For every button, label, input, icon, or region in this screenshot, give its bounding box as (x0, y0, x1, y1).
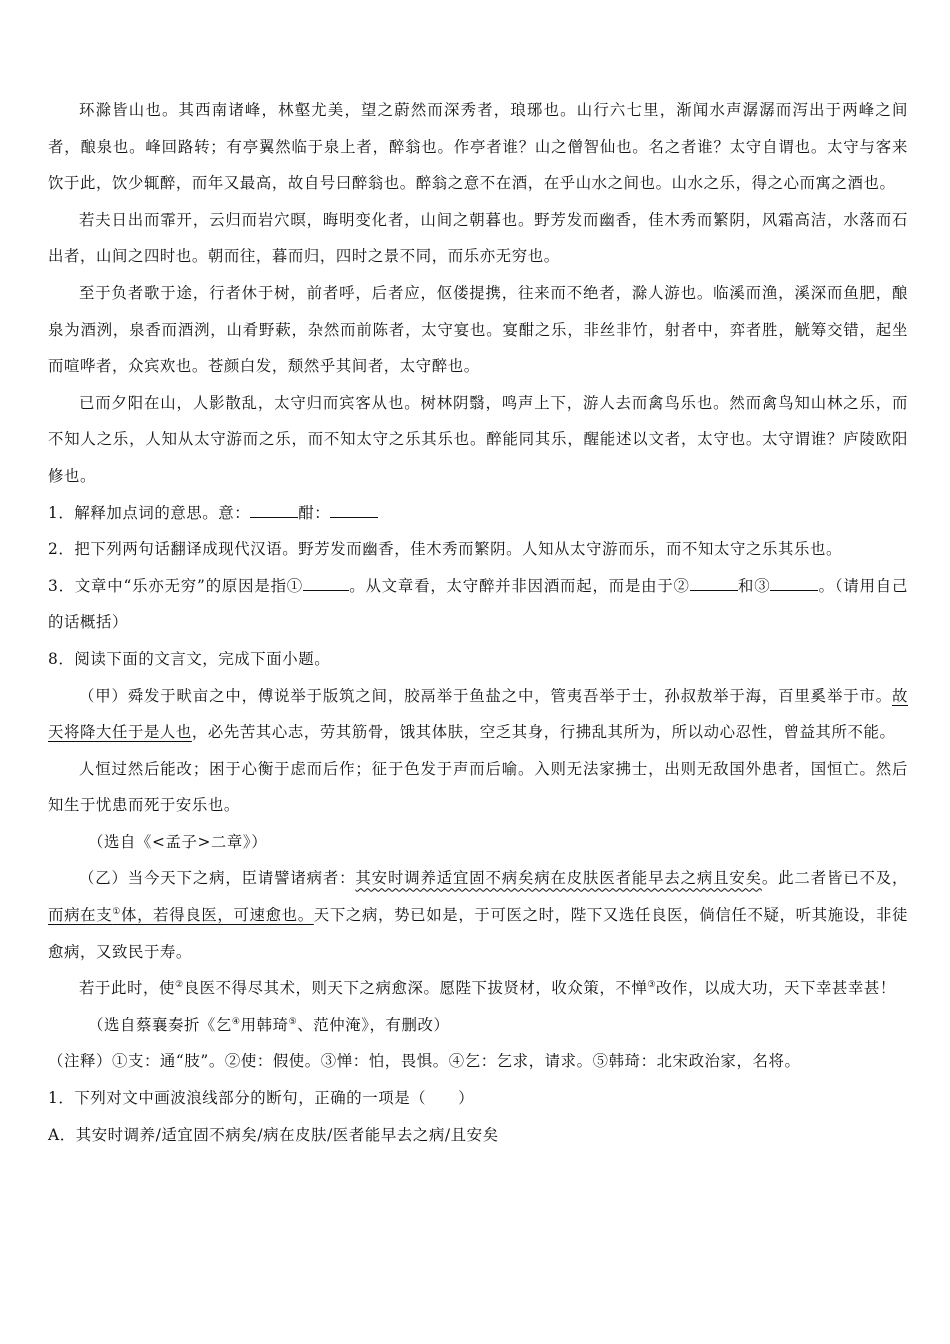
jia-source: （选自《<孟子>二章》） (88, 832, 268, 851)
passage-paragraph-1: 环滁皆山也。其西南诸峰，林壑尤美，望之蔚然而深秀者，琅琊也。山行六七里，渐闻水声潺潺而泻出于两峰之间者，酿泉也。峰回路转；有亭翼然临于泉上者，醉翁也。作亭者谁？山之僧智仙也。名之者谁？太守自谓也。太守与客来饮于此，饮少辄醉，而年又最高，故自号曰醉翁也。醉翁之意不在酒，在乎山水之间也。山水之乐，得之心而寓之酒也。 (48, 101, 908, 193)
yi-p2-c: 改作，以成大功，天下幸甚幸甚！ (656, 979, 896, 998)
note-marker-2: ② (174, 980, 184, 991)
yi-source-c: 、范仲淹》，有删改） (297, 1015, 450, 1034)
question-1 (48, 495, 908, 532)
note-marker-1: ① (112, 906, 122, 917)
jia-text-a: （甲）舜发于畎亩之中，傅说举于版筑之间，胶鬲举于鱼盐之中，管夷吾举于士，孙叔敖举于海，百里奚举于市。 (79, 686, 892, 705)
jia-paragraph-2: 人恒过然后能改；困于心衡于虑而后作；征于色发于声而后喻。入则无法家拂士，出则无敌国外患者，国恒亡。然后知生于忧患而死于安乐也。 (48, 759, 908, 815)
yi-source-a: （选自蔡襄奏折《乞 (88, 1015, 232, 1034)
question-2: 2．把下列两句话翻译成现代汉语。野芳发而幽香，佳木秀而繁阴。人知从太守游而乐，而不知太守之乐其乐也。 (48, 540, 842, 559)
question-8-heading: 8．阅读下面的文言文，完成下面小题。 (48, 649, 331, 668)
question-3-part-d: 。（请用自己的话概括） (48, 576, 908, 632)
yi-underlined-b: 体，若得良医，可速愈也。 (121, 906, 314, 925)
answer-blank-han[interactable] (330, 503, 378, 518)
yi-source (48, 1007, 908, 1044)
document-page (48, 92, 908, 1153)
note-marker-3: ③ (647, 980, 657, 991)
question-3-part-b: 。从文章看，太守醉并非因酒而起，而是由于② (349, 576, 690, 595)
yi-paragraph-2 (48, 970, 908, 1007)
passage-paragraph-2: 若夫日出而霏开，云归而岩穴暝，晦明变化者，山间之朝暮也。野芳发而幽香，佳木秀而繁阴，风霜高洁，水落而石出者，山间之四时也。朝而往，暮而归，四时之景不同，而乐亦无穷也。 (48, 210, 908, 266)
annotation-notes: （注释）①支：通“肢”。②使：假使。③惮：怕，畏惧。④乞：乞求，请求。⑤韩琦：北宋政治家，名将。 (48, 1052, 801, 1071)
jia-paragraph-1 (48, 678, 908, 751)
jia-text-b: ，必先苦其心志，劳其筋骨，饿其体肤，空乏其身，行拂乱其所为，所以动心忍性，曾益其所不能。 (191, 723, 896, 742)
yi-p2-a: 若于此时，使 (79, 979, 175, 998)
note-marker-4: ④ (231, 1016, 241, 1027)
jia-underlined-sentence: 故天将降大任于是人也 (48, 686, 908, 742)
yi-underlined-sentence (48, 906, 314, 924)
answer-blank-2[interactable] (690, 576, 738, 591)
yi-underlined-a: 而病在支 (48, 906, 113, 925)
answer-blank-1[interactable] (303, 576, 349, 591)
yi-text-c: 天下之病，势已如是，于可医之时，陛下又选任良医，倘信任不疑，听其施设，非徒愈病，又致民于寿。 (48, 906, 909, 961)
question-1-text: 1．解释加点词的意思。意： (48, 503, 251, 522)
answer-blank-3[interactable] (770, 576, 818, 591)
yi-text-b: 。此二者皆已不及， (761, 869, 908, 888)
yi-text-a: （乙）当今天下之病，臣请譬诸病者： (79, 869, 356, 888)
yi-paragraph-1 (48, 860, 908, 970)
question-1-mid: 酣： (298, 503, 331, 522)
sub-question-1: 1．下列对文中画波浪线部分的断句，正确的一项是（ ） (48, 1089, 475, 1108)
answer-blank-yi[interactable] (250, 503, 298, 518)
yi-p2-b: 良医不得尽其术，则天下之病愈深。愿陛下拔贤材，收众策，不惮 (183, 979, 648, 998)
question-3 (48, 568, 908, 641)
passage-paragraph-3: 至于负者歌于途，行者休于树，前者呼，后者应，伛偻提携，往来而不绝者，滁人游也。临溪而渔，溪深而鱼肥，酿泉为酒洌，泉香而酒洌，山肴野蔌，杂然而前陈者，太守宴也。宴酣之乐，非丝非竹，射者中，弈者胜，觥筹交错，起坐而喧哗者，众宾欢也。苍颜白发，颓然乎其间者，太守醉也。 (48, 283, 908, 376)
question-3-part-c: 和③ (737, 576, 771, 595)
note-marker-5: ⑤ (288, 1016, 298, 1027)
yi-source-b: 用韩琦 (240, 1015, 289, 1034)
passage-paragraph-4: 已而夕阳在山，人影散乱，太守归而宾客从也。树林阴翳，鸣声上下，游人去而禽鸟乐也。然而禽鸟知山林之乐，而不知人之乐，人知从太守游而之乐，而不知太守之乐其乐也。醉能同其乐，醒能述以文者，太守也。太守谓谁？庐陵欧阳修也。 (48, 393, 908, 485)
yi-wavy-line-sentence: 其安时调养适宜固不病矣病在皮肤医者能早去之病且安矣 (355, 869, 762, 888)
question-3-part-a: 3．文章中“乐亦无穷”的原因是指① (48, 576, 304, 595)
option-a[interactable]: A．其安时调养/适宜固不病矣/病在皮肤/医者能早去之病/且安矣 (48, 1125, 499, 1144)
